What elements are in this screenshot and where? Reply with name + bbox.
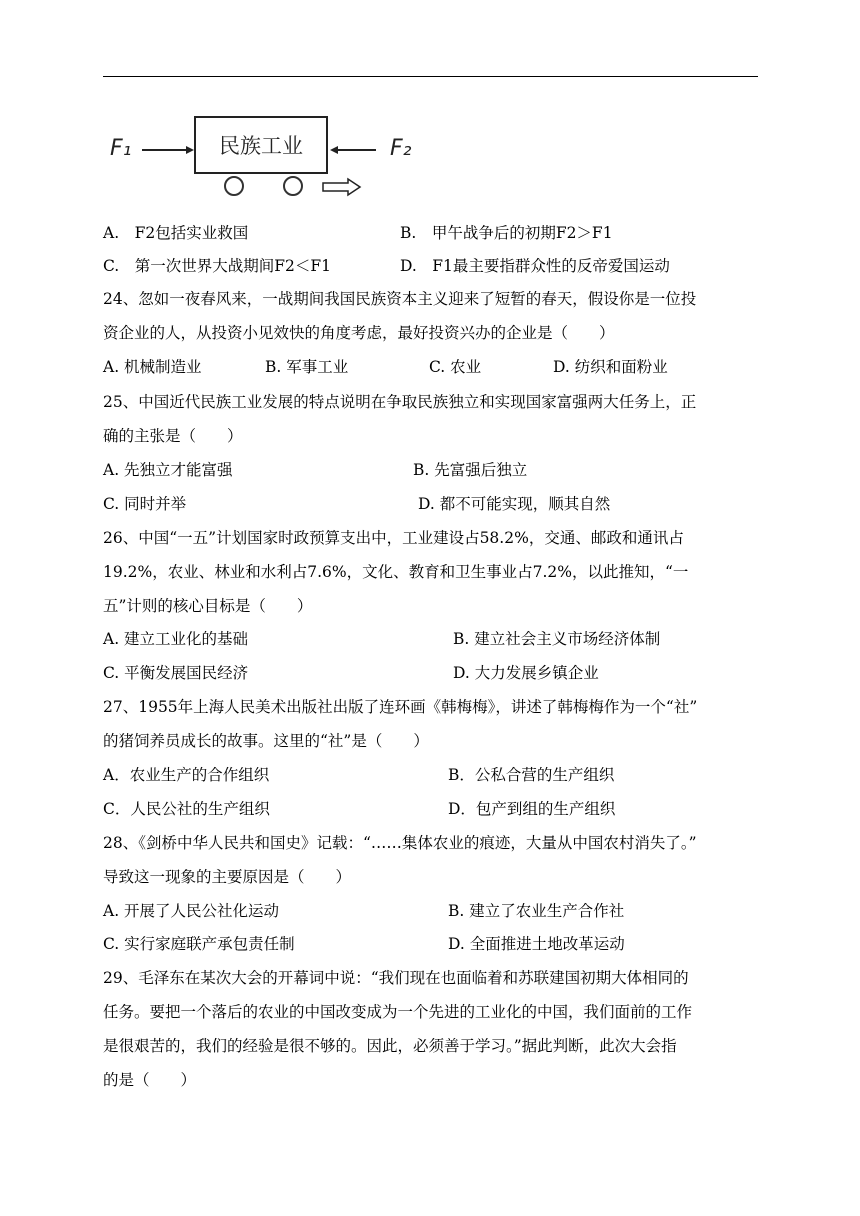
option-c: C. 平衡发展国民经济 (103, 664, 249, 682)
option-b: B. 甲午战争后的初期F2＞F1 (400, 224, 613, 242)
q24-stem-line-2: 资企业的人，从投资小见效快的角度考虑，最好投资兴办的企业是（ ） (103, 324, 615, 342)
q24-stem-line-1: 24、忽如一夜春风来，一战期间我国民族资本主义迎来了短暂的春天，假设你是一位投 (103, 290, 697, 308)
option-a: A. F2包括实业救国 (103, 224, 249, 242)
option-c: C. 实行家庭联产承包责任制 (103, 935, 295, 953)
q28-stem-line-1: 28、《剑桥中华人民共和国史》记载：“……集体农业的痕迹，大量从中国农村消失了。” (103, 834, 697, 852)
q27-stem-line-1: 27、1955年上海人民美术出版社出版了连环画《韩梅梅》，讲述了韩梅梅作为一个“社” (103, 698, 698, 716)
arrow-right-icon (142, 146, 194, 156)
header-rule (103, 76, 758, 77)
force-diagram (108, 108, 428, 200)
option-d: D. F1最主要指群众性的反帝爱国运动 (400, 257, 670, 275)
option-d: D．包产到组的生产组织 (448, 800, 616, 818)
option-d: D. 全面推进土地改革运动 (448, 935, 625, 953)
arrow-left-icon (330, 146, 376, 156)
option-b: B. 先富强后独立 (413, 461, 528, 479)
q29-stem-line-3: 是很艰苦的，我们的经验是很不够的。因此，必须善于学习。”据此判断，此次大会指 (103, 1037, 677, 1055)
hollow-arrow-icon (322, 178, 362, 196)
box-label: 民族工业 (219, 134, 303, 158)
option-a: A. 机械制造业 (103, 358, 202, 376)
box-national-industry (194, 116, 328, 174)
option-a: A．农业生产的合作组织 (103, 766, 270, 784)
option-c: C．人民公社的生产组织 (103, 800, 270, 818)
q25-stem-line-2: 确的主张是（ ） (103, 427, 243, 445)
q29-stem-line-2: 任务。要把一个落后的农业的中国改变成为一个先进的工业化的中国，我们面前的工作 (103, 1003, 693, 1021)
q29-stem-line-4: 的是（ ） (103, 1071, 197, 1089)
q25-stem-line-1: 25、中国近代民族工业发展的特点说明在争取民族独立和实现国家富强两大任务上，正 (103, 393, 697, 411)
wheel-left-icon (224, 176, 244, 196)
force-label-right: F₂ (390, 136, 412, 161)
force-label-left: F₁ (110, 136, 132, 161)
option-c: C. 同时并举 (103, 495, 187, 513)
q26-stem-line-3: 五”计则的核心目标是（ ） (103, 597, 313, 615)
q28-stem-line-2: 导致这一现象的主要原因是（ ） (103, 868, 352, 886)
option-d: D. 都不可能实现，顺其自然 (418, 495, 611, 513)
option-b: B．公私合营的生产组织 (448, 766, 615, 784)
wheel-right-icon (283, 176, 303, 196)
q27-stem-line-2: 的猪饲养员成长的故事。这里的“社”是（ ） (103, 732, 429, 750)
option-b: B. 建立了农业生产合作社 (448, 902, 625, 920)
option-a: A. 先独立才能富强 (103, 461, 233, 479)
q26-stem-line-1: 26、中国“一五”计划国家时政预算支出中，工业建设占58.2%，交通、邮政和通讯占 (103, 529, 684, 547)
option-a: A. 建立工业化的基础 (103, 630, 249, 648)
option-d: D. 纺织和面粉业 (553, 358, 668, 376)
q29-stem-line-1: 29、毛泽东在某次大会的开幕词中说：“我们现在也面临着和苏联建国初期大体相同的 (103, 969, 689, 987)
option-b: B. 建立社会主义市场经济体制 (453, 630, 661, 648)
option-d: D. 大力发展乡镇企业 (453, 664, 599, 682)
q26-stem-line-2: 19.2%，农业、林业和水利占7.6%，文化、教育和卫生事业占7.2%，以此推知，“一 (103, 563, 689, 581)
option-c: C. 农业 (429, 358, 482, 376)
option-b: B. 军事工业 (265, 358, 349, 376)
option-a: A. 开展了人民公社化运动 (103, 902, 280, 920)
option-c: C. 第一次世界大战期间F2＜F1 (103, 257, 331, 275)
